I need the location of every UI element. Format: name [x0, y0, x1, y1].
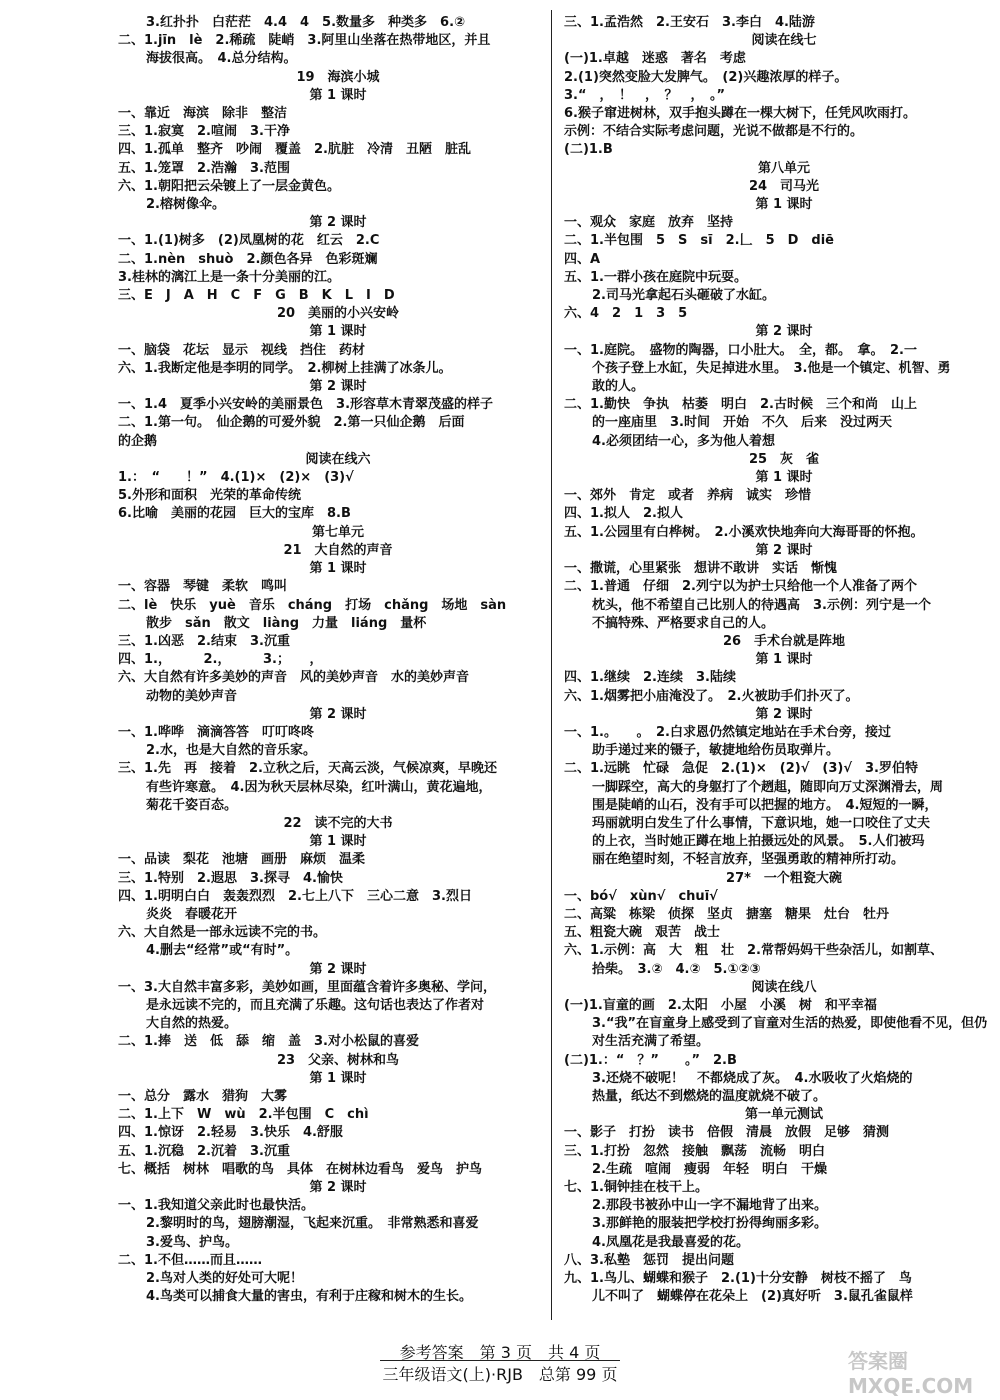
- answer-line: 一、郊外 肯定 或者 养病 诚实 珍惜: [564, 488, 812, 504]
- answer-line: 3.红扑扑 白茫茫 4.4 4 5.数量多 种类多 6.②: [146, 15, 466, 30]
- answer-line: 三、1.寂寞 2.喧闹 3.干净: [118, 124, 290, 140]
- answer-line: 三、1.打扮 忽然 接触 飘荡 流畅 明白: [564, 1143, 825, 1159]
- answer-line: 三、1.孟浩然 2.王安石 3.李白 4.陆游: [564, 15, 815, 30]
- answer-line: 四、1.， 2.， 3.； ，: [118, 652, 323, 668]
- answer-line: 二、1.上下 W wù 2.半包围 C chì: [118, 1107, 369, 1123]
- answer-line: 菊花千姿百态。: [146, 797, 238, 813]
- section-heading: 第 2 课时: [309, 1180, 367, 1195]
- section-heading: 第 2 课时: [309, 215, 367, 231]
- answer-line: 有些许寒意。 4.因为秋天层林尽染，红叶满山，黄花遍地，: [146, 779, 492, 795]
- answer-line: 炎炎 春暖花开: [146, 906, 238, 922]
- answer-line: 八、3.私塾 惩罚 提出问题: [564, 1252, 734, 1268]
- answer-line: 一、1.哗哗 滴滴答答 叮叮咚咚: [118, 724, 314, 740]
- section-heading: 27* 一个粗瓷大碗: [726, 870, 842, 886]
- section-heading: 26 手术台就是阵地: [722, 633, 846, 649]
- answer-line: 五、1.沉稳 2.沉着 3.沉重: [118, 1143, 290, 1159]
- answer-line: 三、1.先 再 接着 2.立秋之后，天高云淡，气候凉爽，早晚还: [118, 761, 497, 777]
- answer-line: 拾柴。 3.② 4.② 5.①②③: [592, 961, 761, 977]
- section-heading: 第 2 课时: [755, 542, 813, 558]
- answer-line: 助手递过来的镊子，敏捷地给伤员取弹片。: [592, 743, 840, 759]
- watermark: 答案圈 MXQE.COM: [848, 1349, 974, 1398]
- answer-line: 3.“我”在盲童身上感受到了盲童对生活的热爱，即使他看不见，但仍: [592, 1016, 988, 1032]
- answer-line: 一、1.庭院。 盛物的陶器，口小肚大。 全，都。 拿。 2.一: [564, 342, 917, 358]
- answer-line: 2.(1)突然变脸大发脾气。 (2)兴趣浓厚的样子。: [564, 69, 848, 85]
- answer-line: 一、品读 梨花 池塘 画册 麻烦 温柔: [118, 852, 366, 868]
- column-divider: [551, 10, 552, 1320]
- answer-line: 海拔很高。 4.总分结构。: [146, 51, 297, 67]
- section-heading: 第 2 课时: [309, 961, 367, 977]
- answer-line: 的上衣，当时她正蹲在地上拍摄远处的风景。 5.人们被玛: [592, 834, 925, 850]
- answer-line: 6.比喻 美丽的花园 巨大的宝库 8.B: [118, 506, 351, 522]
- section-heading: 第一单元测试: [744, 1107, 823, 1123]
- section-heading: 20 美丽的小兴安岭: [276, 306, 400, 322]
- answer-line: 的企鹅: [118, 433, 158, 449]
- answer-line: 6.猴子窜进树林，双手抱头蹲在一棵大树下，任凭风吹雨打。: [564, 106, 916, 122]
- section-heading: 第八单元: [757, 160, 810, 176]
- answer-line: 围是陡峭的山石，没有手可以把握的地方。 4.短短的一瞬，: [592, 797, 938, 813]
- answer-line: 一、观众 家庭 放弃 坚持: [564, 215, 734, 231]
- answer-line: 六、1.烟雾把小庙淹没了。 2.火被助手们扑灭了。: [564, 688, 859, 704]
- answer-line: (一)1.卓越 迷惑 著名 考虑: [564, 51, 746, 67]
- answer-line: 2.黎明时的鸟，翅膀潮湿，飞起来沉重。 非常熟悉和喜爱: [146, 1216, 479, 1232]
- answer-line: 2.榕树像伞。: [146, 197, 225, 213]
- answer-line: 热量，纸达不到燃烧的温度就烧不破了。: [592, 1088, 827, 1104]
- answer-line: 二、高粱 栋梁 侦探 坚贞 搪塞 糖果 灶台 牡丹: [564, 906, 890, 922]
- answer-line: 三、1.凶恶 2.结束 3.沉重: [118, 633, 290, 649]
- answer-line: 四、A: [564, 251, 601, 267]
- answer-line: 2.司马光拿起石头砸破了水缸。: [592, 288, 775, 304]
- answer-line: 七、概括 树林 唱歌的鸟 具体 在树林边看鸟 爱鸟 护鸟: [118, 1161, 483, 1177]
- answer-line: 二、1.半包围 5 S sī 2.𠃊 5 D diē: [564, 233, 834, 249]
- answer-line: 一、1.4 夏季小兴安岭的美丽景色 3.形容草木青翠茂盛的样子: [118, 397, 494, 413]
- answer-line: 4.必须团结一心，多为他人着想: [592, 433, 775, 449]
- answer-line: 六、1.我断定他是李明的同学。 2.柳树上挂满了冰条儿。: [118, 360, 452, 376]
- answer-line: 枕头，他不希望自己比别人的待遇高 3.示例：列宁是一个: [592, 597, 931, 613]
- answer-line: 六、大自然是一部永远读不完的书。: [118, 925, 327, 941]
- answer-line: 不搞特殊、严格要求自己的人。: [592, 615, 775, 631]
- answer-line: 六、4 2 1 3 5: [564, 306, 688, 322]
- answer-line: 一、脑袋 花坛 显示 视线 挡住 药材: [118, 342, 366, 358]
- answer-line: 1.： “ ！” 4.(1)× (2)× (3)√: [118, 470, 354, 486]
- answer-line: 四、1.继续 2.连续 3.陆续: [564, 670, 736, 686]
- left-column: [118, 14, 558, 1306]
- answer-line: 五、1.笼罩 2.浩瀚 3.范围: [118, 160, 290, 176]
- answer-line: 2.水，也是大自然的音乐家。: [146, 743, 316, 759]
- footer-page-info: 参考答案 第 3 页 共 4 页: [399, 1343, 601, 1362]
- answer-line: 一、总分 露水 猎狗 大雾: [118, 1088, 288, 1104]
- section-heading: 第 2 课时: [755, 706, 813, 722]
- answer-line: 四、1.明明白白 轰轰烈烈 2.七上八下 三心二意 3.烈日: [118, 888, 472, 904]
- answer-line: 2.鸟对人类的好处可大呢！: [146, 1271, 303, 1287]
- section-heading: 第 1 课时: [309, 834, 367, 850]
- answer-line: 是永远读不完的，而且充满了乐趣。这句话也表达了作者对: [146, 997, 485, 1013]
- section-heading: 25 灰 雀: [748, 451, 820, 467]
- answer-line: 五、1.公园里有白桦树。 2.小溪欢快地奔向大海哥哥的怀抱。: [564, 524, 924, 540]
- answer-line: 3.爱鸟、护鸟。: [146, 1234, 238, 1250]
- answer-line: 六、1.示例：高 大 粗 壮 2.常帮妈妈干些杂活儿，如割草、: [564, 943, 943, 959]
- section-heading: 第 1 课时: [755, 470, 813, 486]
- answer-line: 二、1.第一句。 仙企鹅的可爱外貌 2.第一只仙企鹅 后面: [118, 415, 465, 431]
- answer-line: 敢的人。: [592, 379, 645, 395]
- answer-line: (一)1.盲童的画 2.太阳 小屋 小溪 树 和平幸福: [564, 997, 877, 1013]
- section-heading: 第 1 课时: [309, 561, 367, 577]
- section-heading: 19 海滨小城: [296, 69, 380, 85]
- right-column: [564, 14, 1000, 1306]
- answer-line: 一、1.我知道父亲此时也最快活。: [118, 1198, 314, 1214]
- answer-line: 一、容器 琴键 柔软 鸣叫: [118, 579, 288, 595]
- answer-line: 示例：不结合实际考虑问题，光说不做都是不行的。: [564, 124, 864, 140]
- answer-line: 一、bó√ xùn√ chuī√: [564, 888, 718, 904]
- answer-line: 一、靠近 海滨 除非 整洁: [118, 106, 288, 122]
- answer-line: 散步 sǎn 散文 liàng 力量 liáng 量杯: [146, 615, 427, 631]
- answer-line: 二、1.nèn shuò 2.颜色各异 色彩斑斓: [118, 251, 378, 267]
- answer-line: 丽在绝望时刻，不轻言放弃，坚强勇敢的精神所打动。: [592, 852, 905, 868]
- answer-line: 二、1.勤快 争执 枯萎 明白 2.古时候 三个和尚 山上: [564, 397, 917, 413]
- answer-line: 一、1.(1)树多 (2)凤凰树的花 红云 2.C: [118, 233, 380, 249]
- answer-line: 二、1.普通 仔细 2.列宁以为护士只给他一个人准备了两个: [564, 579, 917, 595]
- section-heading: 第七单元: [311, 524, 364, 540]
- answer-line: 4.鸟类可以捕食大量的害虫，有利于庄稼和树木的生长。: [146, 1289, 472, 1305]
- answer-line: 六、大自然有许多美妙的声音 风的美妙声音 水的美妙声音: [118, 670, 470, 686]
- section-heading: 23 父亲、树林和鸟: [276, 1052, 400, 1068]
- answer-line: 一、撒谎，心里紧张 想讲不敢讲 实话 惭愧: [564, 561, 838, 577]
- answer-line: (二)1.B: [564, 142, 613, 158]
- answer-line: 4.删去“经常”或“有时”。: [146, 943, 299, 959]
- answer-line: 三、E J A H C F G B K L I D: [118, 288, 395, 304]
- answer-line: 一、影子 打扮 读书 倍假 清晨 放假 足够 猜测: [564, 1125, 890, 1141]
- answer-line: 3.还烧不破呢！ 不都烧成了灰。 4.水吸收了火焰烧的: [592, 1070, 913, 1086]
- answer-line: 3.那鲜艳的服装把学校打扮得绚丽多彩。: [592, 1216, 827, 1232]
- answer-line: 2.生疏 喧闹 瘦弱 年轻 明白 干燥: [592, 1161, 827, 1177]
- answer-line: 四、1.拟人 2.拟人: [564, 506, 683, 522]
- answer-line: 二、lè 快乐 yuè 音乐 cháng 打场 chǎng 场地 sàn: [118, 597, 507, 613]
- answer-line: 2.那段书被孙中山一字不漏地背了出来。: [592, 1198, 827, 1214]
- answer-line: 动物的美妙声音: [146, 688, 238, 704]
- section-heading: 阅读在线八: [751, 979, 817, 995]
- answer-line: 的一座庙里 3.时间 开始 不久 后来 没过两天: [592, 415, 892, 431]
- answer-line: 一脚踩空，高大的身躯打了个趔趄，随即向万丈深渊滑去，周: [592, 779, 944, 795]
- answer-line: 玛丽就明白发生了什么事情，下意识地，她一口咬住了丈夫: [592, 815, 931, 831]
- section-heading: 第 1 课时: [309, 324, 367, 340]
- answer-line: 三、1.特别 2.遐思 3.探寻 4.愉快: [118, 870, 343, 886]
- answer-line: 二、1.远眺 忙碌 急促 2.(1)× (2)√ (3)√ 3.罗伯特: [564, 761, 918, 777]
- section-heading: 第 2 课时: [755, 324, 813, 340]
- answer-line: 4.凤凰花是我最喜爱的花。: [592, 1234, 749, 1250]
- answer-line: 个孩子登上水缸，失足掉进水里。 3.他是一个镇定、机智、勇: [592, 360, 951, 376]
- answer-line: 五、1.一群小孩在庭院中玩耍。: [564, 269, 747, 285]
- section-heading: 第 1 课时: [309, 1070, 367, 1086]
- answer-line: 一、1.。 。 2.白求恩仍然镇定地站在手术台旁，接过: [564, 724, 891, 740]
- answer-line: 二、1.捧 送 低 舔 缩 盖 3.对小松鼠的喜爱: [118, 1034, 419, 1050]
- answer-line: 七、1.铜钟挂在枝干上。: [564, 1180, 708, 1195]
- footer-book-info: 三年级语文(上)·RJB 总第 99 页: [382, 1365, 618, 1384]
- section-heading: 24 司马光: [748, 178, 820, 194]
- section-heading: 第 2 课时: [309, 706, 367, 722]
- section-heading: 阅读在线七: [751, 33, 817, 49]
- answer-line: 儿不叫了 蝴蝶停在花朵上 (2)真好听 3.鼠孔雀鼠样: [592, 1289, 913, 1305]
- answer-line: 九、1.鸟儿、蝴蝶和猴子 2.(1)十分安静 树枝不摇了 鸟: [564, 1271, 912, 1287]
- answer-line: (二)1.：“ ？” 。” 2.B: [564, 1052, 737, 1068]
- section-heading: 第 2 课时: [309, 379, 367, 395]
- answer-line: 二、1.jīn lè 2.稀疏 陡峭 3.阿里山坐落在热带地区，并且: [118, 33, 491, 49]
- answer-line: 3.桂林的漓江上是一条十分美丽的江。: [118, 269, 340, 285]
- section-heading: 第 1 课时: [755, 197, 813, 213]
- section-heading: 21 大自然的声音: [283, 542, 393, 558]
- section-heading: 阅读在线六: [305, 451, 371, 467]
- answer-line: 四、1.孤单 整齐 吵闹 覆盖 2.肮脏 冷清 丑陋 脏乱: [118, 142, 471, 158]
- answer-line: 四、1.惊讶 2.轻易 3.快乐 4.舒服: [118, 1125, 343, 1141]
- answer-line: 一、3.大自然丰富多彩，美妙如画，里面蕴含着许多奥秘、学问，: [118, 979, 496, 995]
- answer-line: 5.外形和面积 光荣的革命传统: [118, 488, 301, 504]
- section-heading: 22 读不完的大书: [283, 815, 393, 831]
- answer-line: 大自然的热爱。: [146, 1016, 238, 1032]
- answer-line: 3.“ ， ！ ， ？ ， 。”: [564, 87, 726, 103]
- answer-line: 对生活充满了希望。: [592, 1034, 710, 1050]
- answer-line: 六、1.朝阳把云朵镀上了一层金黄色。: [118, 178, 340, 194]
- answer-line: 五、粗瓷大碗 艰苦 战士: [564, 925, 721, 941]
- section-heading: 第 1 课时: [755, 652, 813, 668]
- section-heading: 第 1 课时: [309, 87, 367, 103]
- answer-line: 二、1.不但……而且……: [118, 1252, 262, 1268]
